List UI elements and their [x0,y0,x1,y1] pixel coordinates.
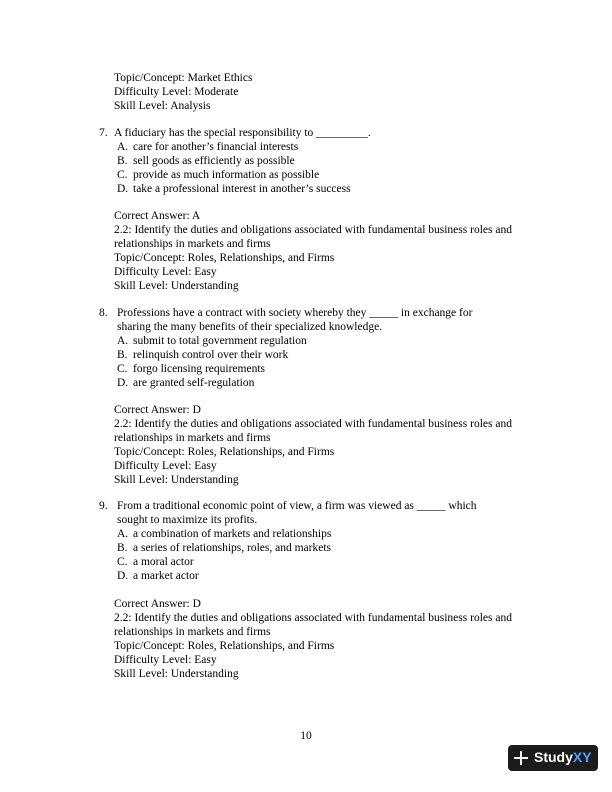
option-letter: C. [117,169,128,181]
difficulty-line: Difficulty Level: Easy [114,654,217,666]
option-letter: A. [117,528,129,540]
option-letter: B. [117,155,128,167]
question-stem: sharing the many benefits of their specialized knowledge. [117,321,383,333]
option-text: take a professional interest in another’s success [133,183,351,195]
badge-accent-text: XY [572,749,592,766]
skill-line: Skill Level: Analysis [114,100,211,112]
option-text: a moral actor [133,556,194,568]
difficulty-line: Difficulty Level: Moderate [114,86,239,98]
page-number: 10 [300,730,312,742]
option-text: forgo licensing requirements [133,363,266,375]
objective-line: relationships in markets and firms [114,432,271,444]
badge-text: Study [534,749,573,766]
skill-line: Skill Level: Understanding [114,668,239,680]
option-text: provide as much information as possible [133,169,320,181]
objective-line: 2.2: Identify the duties and obligations associated with fundamental business roles and [114,418,512,430]
objective-line: 2.2: Identify the duties and obligations associated with fundamental business roles and [114,612,512,624]
difficulty-line: Difficulty Level: Easy [114,266,217,278]
question-stem: Professions have a contract with society whereby they _____ in exchange for [117,307,473,319]
option-text: a series of relationships, roles, and markets [133,542,331,554]
question-stem: sought to maximize its profits. [117,514,258,526]
plus-icon [514,751,528,765]
question-number: 7. [99,127,108,139]
question-stem: A fiduciary has the special responsibility to _________. [114,127,371,139]
option-text: a market actor [133,570,199,582]
option-text: a combination of markets and relationships [133,528,332,540]
option-text: submit to total government regulation [133,335,307,347]
question-number: 8. [99,307,108,319]
option-text: care for another’s financial interests [133,141,299,153]
option-letter: D. [117,377,129,389]
option-text: are granted self-regulation [133,377,255,389]
option-letter: B. [117,349,128,361]
option-letter: D. [117,570,129,582]
topic-line: Topic/Concept: Roles, Relationships, and Firms [114,640,335,652]
option-letter: B. [117,542,128,554]
option-text: relinquish control over their work [133,349,289,361]
question-number: 9. [99,500,108,512]
option-text: sell goods as efficiently as possible [133,155,295,167]
skill-line: Skill Level: Understanding [114,280,239,292]
objective-line: relationships in markets and firms [114,238,271,250]
objective-line: relationships in markets and firms [114,626,271,638]
skill-line: Skill Level: Understanding [114,474,239,486]
option-letter: D. [117,183,129,195]
topic-line: Topic/Concept: Market Ethics [114,72,253,84]
topic-line: Topic/Concept: Roles, Relationships, and Firms [114,252,335,264]
option-letter: A. [117,141,129,153]
option-letter: A. [117,335,129,347]
correct-answer: Correct Answer: A [114,210,201,222]
objective-line: 2.2: Identify the duties and obligations associated with fundamental business roles and [114,224,512,236]
option-letter: C. [117,363,128,375]
topic-line: Topic/Concept: Roles, Relationships, and Firms [114,446,335,458]
question-stem: From a traditional economic point of view, a firm was viewed as _____ which [117,500,477,512]
correct-answer: Correct Answer: D [114,598,201,610]
studyxy-badge[interactable] [508,745,598,771]
option-letter: C. [117,556,128,568]
difficulty-line: Difficulty Level: Easy [114,460,217,472]
correct-answer: Correct Answer: D [114,404,201,416]
